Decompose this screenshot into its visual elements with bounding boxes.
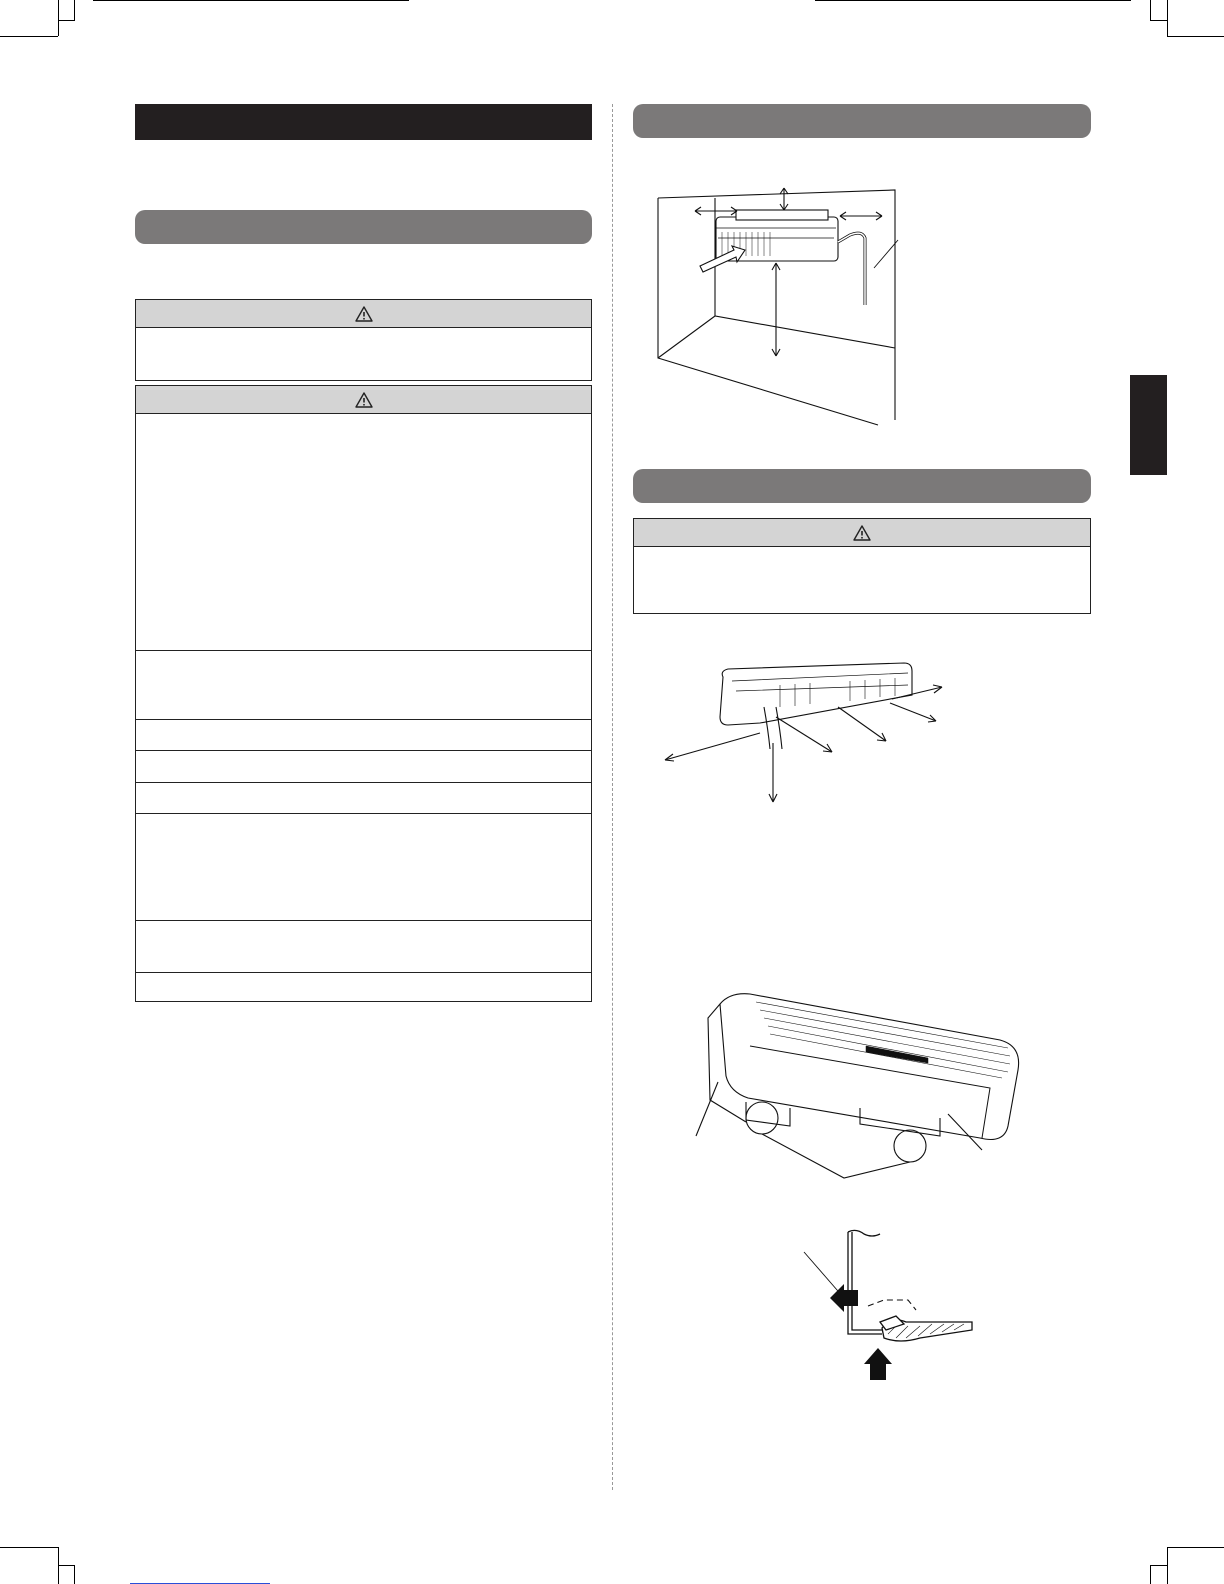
table-row-divider xyxy=(136,750,591,751)
table-row-divider xyxy=(136,972,591,973)
pipe-direction-diagram xyxy=(660,655,960,815)
indoor-unit-installation-space-diagram xyxy=(640,180,930,440)
crop-mark xyxy=(0,36,58,37)
table-row-divider xyxy=(136,813,591,814)
chapter-header-bar xyxy=(135,104,592,140)
warning-triangle-icon xyxy=(355,392,373,408)
crop-mark xyxy=(58,0,59,36)
crop-mark xyxy=(1167,1547,1168,1584)
crop-mark xyxy=(1167,36,1224,37)
crop-mark xyxy=(815,0,1131,1)
table-row-divider xyxy=(136,650,591,651)
caution-table xyxy=(135,385,592,1002)
table-row-divider xyxy=(136,782,591,783)
section-header-bar xyxy=(633,469,1091,503)
side-thumb-tab xyxy=(1130,375,1167,475)
warning-triangle-icon xyxy=(853,525,871,541)
warning-box-header xyxy=(634,519,1090,547)
table-row-divider xyxy=(136,719,591,720)
section-header-bar xyxy=(633,104,1091,138)
crop-mark xyxy=(1167,0,1168,36)
crop-mark xyxy=(1150,20,1167,21)
crop-mark xyxy=(1150,1565,1151,1584)
crop-mark xyxy=(74,1565,75,1584)
warning-box xyxy=(633,518,1091,614)
crop-mark xyxy=(1167,1547,1224,1548)
crop-mark xyxy=(0,1547,58,1548)
crop-mark xyxy=(1150,0,1151,20)
warning-triangle-icon xyxy=(355,306,373,322)
warning-box-header xyxy=(136,300,591,328)
crop-mark xyxy=(74,0,75,20)
crop-mark xyxy=(93,0,409,1)
crop-mark xyxy=(1150,1565,1167,1566)
table-row-divider xyxy=(136,920,591,921)
indoor-unit-underside-diagram xyxy=(690,990,1020,1195)
column-divider xyxy=(612,104,613,1490)
crop-mark xyxy=(58,1565,75,1566)
warning-box xyxy=(135,299,592,381)
section-header-bar xyxy=(135,210,592,244)
crop-mark xyxy=(58,20,75,21)
hook-release-detail-diagram xyxy=(800,1230,990,1400)
caution-table-header xyxy=(136,386,591,414)
